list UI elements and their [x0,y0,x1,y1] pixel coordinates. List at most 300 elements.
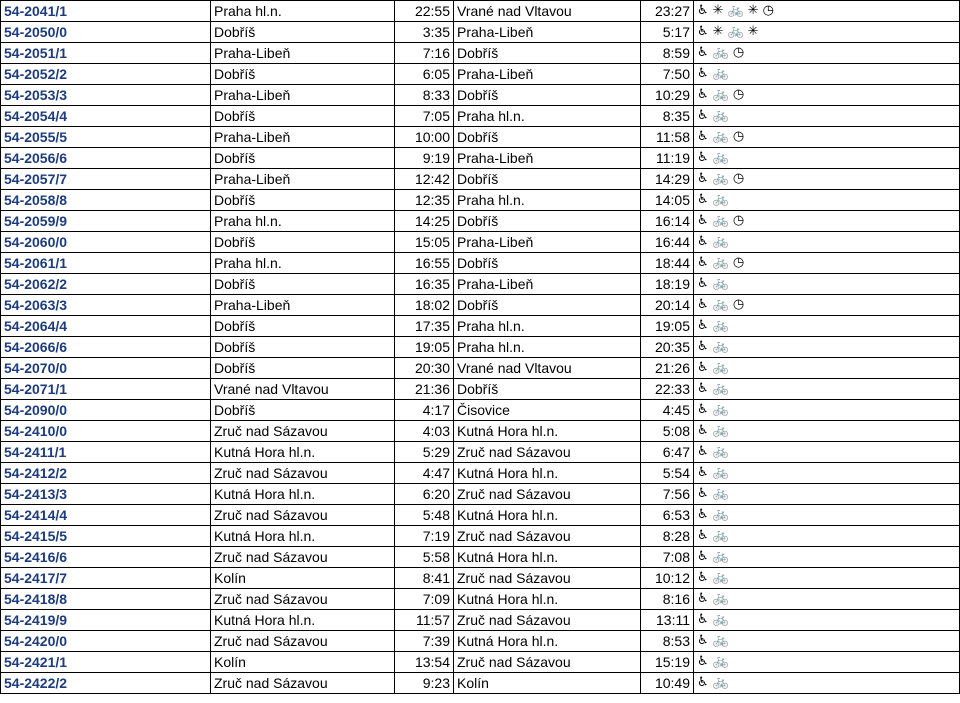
arrival-time: 10:49 [641,673,694,694]
destination-station: Praha-Libeň [454,22,641,43]
table-row [1,673,960,694]
table-row [1,652,960,673]
train-number: 54-2411/1 [1,442,211,463]
train-number: 54-2051/1 [1,43,211,64]
service-icons [694,673,960,694]
origin-station: Kolín [211,652,395,673]
service-icons [694,190,960,211]
bicycle-icon: 🚲 [712,675,730,690]
bicycle-icon: 🚲 [712,633,730,648]
table-row [1,64,960,85]
departure-time: 10:00 [395,127,454,148]
arrival-time: 7:56 [641,484,694,505]
arrival-time: 5:08 [641,421,694,442]
bicycle-icon: 🚲 [712,45,730,60]
bicycle-icon: 🚲 [712,129,730,144]
table-row [1,421,960,442]
origin-station: Zruč nad Sázavou [211,673,395,694]
bicycle-icon: 🚲 [727,24,745,39]
origin-station: Dobříš [211,274,395,295]
origin-station: Zruč nad Sázavou [211,505,395,526]
bicycle-icon: 🚲 [712,192,730,207]
train-number: 54-2062/2 [1,274,211,295]
table-row [1,400,960,421]
arrival-time: 8:59 [641,43,694,64]
wheelchair-icon: ♿ [697,276,710,291]
snowflake-icon: ✳ [747,3,760,18]
service-icons [694,253,960,274]
wheelchair-icon: ♿ [697,213,710,228]
wheelchair-icon: ♿ [697,444,710,459]
table-row [1,526,960,547]
destination-station: Dobříš [454,169,641,190]
departure-time: 4:17 [395,400,454,421]
train-number: 54-2416/6 [1,547,211,568]
wheelchair-icon: ♿ [697,192,710,207]
service-icons [694,64,960,85]
wheelchair-icon: ♿ [697,402,710,417]
origin-station: Praha-Libeň [211,169,395,190]
destination-station: Dobříš [454,253,641,274]
train-number: 54-2420/0 [1,631,211,652]
departure-time: 20:30 [395,358,454,379]
destination-station: Praha hl.n. [454,337,641,358]
origin-station: Kutná Hora hl.n. [211,484,395,505]
bicycle-icon: 🚲 [712,423,730,438]
bicycle-icon: 🚲 [712,654,730,669]
table-row [1,1,960,22]
arrival-time: 7:50 [641,64,694,85]
train-number: 54-2415/5 [1,526,211,547]
clock-icon: ◷ [762,3,775,18]
arrival-time: 18:44 [641,253,694,274]
train-number: 54-2060/0 [1,232,211,253]
destination-station: Praha-Libeň [454,64,641,85]
arrival-time: 15:19 [641,652,694,673]
train-number: 54-2057/7 [1,169,211,190]
service-icons [694,652,960,673]
service-icons [694,22,960,43]
table-row [1,85,960,106]
departure-time: 11:57 [395,610,454,631]
train-number: 54-2041/1 [1,1,211,22]
destination-station: Praha-Libeň [454,232,641,253]
service-icons [694,43,960,64]
arrival-time: 8:28 [641,526,694,547]
train-number: 54-2422/2 [1,673,211,694]
service-icons [694,106,960,127]
clock-icon: ◷ [732,45,746,60]
departure-time: 5:48 [395,505,454,526]
train-number: 54-2414/4 [1,505,211,526]
bicycle-icon: 🚲 [712,591,730,606]
service-icons [694,463,960,484]
table-row [1,589,960,610]
train-number: 54-2071/1 [1,379,211,400]
table-row [1,148,960,169]
departure-time: 12:35 [395,190,454,211]
destination-station: Praha-Libeň [454,274,641,295]
train-number: 54-2064/4 [1,316,211,337]
origin-station: Kolín [211,568,395,589]
origin-station: Zruč nad Sázavou [211,421,395,442]
departure-time: 7:16 [395,43,454,64]
arrival-time: 8:35 [641,106,694,127]
wheelchair-icon: ♿ [697,171,710,186]
destination-station: Zruč nad Sázavou [454,568,641,589]
destination-station: Zruč nad Sázavou [454,442,641,463]
departure-time: 8:33 [395,85,454,106]
departure-time: 18:02 [395,295,454,316]
departure-time: 16:55 [395,253,454,274]
departure-time: 5:29 [395,442,454,463]
service-icons [694,358,960,379]
wheelchair-icon: ♿ [697,654,710,669]
bicycle-icon: 🚲 [712,402,730,417]
origin-station: Praha-Libeň [211,127,395,148]
departure-time: 8:41 [395,568,454,589]
destination-station: Kutná Hora hl.n. [454,421,641,442]
wheelchair-icon: ♿ [697,591,710,606]
service-icons [694,442,960,463]
wheelchair-icon: ♿ [697,339,710,354]
bicycle-icon: 🚲 [712,108,730,123]
destination-station: Dobříš [454,379,641,400]
bicycle-icon: 🚲 [712,297,730,312]
bicycle-icon: 🚲 [712,66,730,81]
service-icons [694,295,960,316]
wheelchair-icon: ♿ [697,528,710,543]
clock-icon: ◷ [732,255,746,270]
arrival-time: 5:17 [641,22,694,43]
arrival-time: 21:26 [641,358,694,379]
wheelchair-icon: ♿ [697,24,710,39]
table-row [1,463,960,484]
bicycle-icon: 🚲 [712,234,730,249]
departure-time: 4:03 [395,421,454,442]
snowflake-icon: ✳ [712,24,725,39]
arrival-time: 4:45 [641,400,694,421]
departure-time: 7:39 [395,631,454,652]
origin-station: Dobříš [211,358,395,379]
wheelchair-icon: ♿ [697,108,710,123]
service-icons [694,337,960,358]
bicycle-icon: 🚲 [712,486,730,501]
train-number: 54-2417/7 [1,568,211,589]
train-number: 54-2090/0 [1,400,211,421]
train-number: 54-2070/0 [1,358,211,379]
bicycle-icon: 🚲 [712,360,730,375]
destination-station: Zruč nad Sázavou [454,484,641,505]
wheelchair-icon: ♿ [697,318,710,333]
arrival-time: 23:27 [641,1,694,22]
wheelchair-icon: ♿ [697,234,710,249]
clock-icon: ◷ [732,129,746,144]
wheelchair-icon: ♿ [697,675,710,690]
table-row [1,337,960,358]
train-number: 54-2052/2 [1,64,211,85]
clock-icon: ◷ [732,213,746,228]
table-row [1,127,960,148]
train-number: 54-2056/6 [1,148,211,169]
service-icons [694,484,960,505]
service-icons [694,127,960,148]
departure-time: 4:47 [395,463,454,484]
snowflake-icon: ✳ [747,24,760,39]
destination-station: Dobříš [454,85,641,106]
origin-station: Zruč nad Sázavou [211,463,395,484]
train-number: 54-2055/5 [1,127,211,148]
bicycle-icon: 🚲 [727,3,745,18]
wheelchair-icon: ♿ [697,87,710,102]
table-row [1,547,960,568]
arrival-time: 19:05 [641,316,694,337]
bicycle-icon: 🚲 [712,549,730,564]
departure-time: 6:20 [395,484,454,505]
table-row [1,190,960,211]
arrival-time: 20:35 [641,337,694,358]
arrival-time: 6:53 [641,505,694,526]
arrival-time: 20:14 [641,295,694,316]
train-number: 54-2054/4 [1,106,211,127]
origin-station: Praha hl.n. [211,253,395,274]
table-row [1,232,960,253]
origin-station: Zruč nad Sázavou [211,589,395,610]
bicycle-icon: 🚲 [712,87,730,102]
service-icons [694,85,960,106]
origin-station: Vrané nad Vltavou [211,379,395,400]
train-number: 54-2419/9 [1,610,211,631]
bicycle-icon: 🚲 [712,213,730,228]
wheelchair-icon: ♿ [697,549,710,564]
service-icons [694,232,960,253]
destination-station: Praha hl.n. [454,316,641,337]
departure-time: 6:05 [395,64,454,85]
destination-station: Dobříš [454,127,641,148]
destination-station: Dobříš [454,211,641,232]
departure-time: 21:36 [395,379,454,400]
destination-station: Kutná Hora hl.n. [454,547,641,568]
table-row [1,610,960,631]
arrival-time: 6:47 [641,442,694,463]
service-icons [694,568,960,589]
bicycle-icon: 🚲 [712,528,730,543]
destination-station: Kutná Hora hl.n. [454,505,641,526]
service-icons [694,631,960,652]
arrival-time: 5:54 [641,463,694,484]
wheelchair-icon: ♿ [697,423,710,438]
departure-time: 14:25 [395,211,454,232]
bicycle-icon: 🚲 [712,150,730,165]
train-number: 54-2059/9 [1,211,211,232]
arrival-time: 10:12 [641,568,694,589]
wheelchair-icon: ♿ [697,3,710,18]
origin-station: Kutná Hora hl.n. [211,442,395,463]
origin-station: Dobříš [211,148,395,169]
arrival-time: 11:19 [641,148,694,169]
origin-station: Praha hl.n. [211,211,395,232]
bicycle-icon: 🚲 [712,276,730,291]
departure-time: 16:35 [395,274,454,295]
departure-time: 22:55 [395,1,454,22]
departure-time: 12:42 [395,169,454,190]
train-number: 54-2421/1 [1,652,211,673]
service-icons [694,169,960,190]
departure-time: 9:19 [395,148,454,169]
train-number: 54-2058/8 [1,190,211,211]
service-icons [694,211,960,232]
origin-station: Zruč nad Sázavou [211,547,395,568]
bicycle-icon: 🚲 [712,255,730,270]
destination-station: Kutná Hora hl.n. [454,589,641,610]
arrival-time: 14:29 [641,169,694,190]
table-row [1,106,960,127]
timetable-body [1,1,960,694]
destination-station: Zruč nad Sázavou [454,652,641,673]
departure-time: 5:58 [395,547,454,568]
table-row [1,43,960,64]
wheelchair-icon: ♿ [697,633,710,648]
origin-station: Kutná Hora hl.n. [211,526,395,547]
destination-station: Vrané nad Vltavou [454,358,641,379]
origin-station: Dobříš [211,190,395,211]
train-number: 54-2053/3 [1,85,211,106]
table-row [1,631,960,652]
departure-time: 7:19 [395,526,454,547]
origin-station: Praha-Libeň [211,43,395,64]
clock-icon: ◷ [732,171,746,186]
service-icons [694,547,960,568]
wheelchair-icon: ♿ [697,465,710,480]
wheelchair-icon: ♿ [697,360,710,375]
origin-station: Dobříš [211,316,395,337]
service-icons [694,400,960,421]
service-icons [694,316,960,337]
origin-station: Dobříš [211,106,395,127]
train-number: 54-2061/1 [1,253,211,274]
table-row [1,505,960,526]
bicycle-icon: 🚲 [712,612,730,627]
departure-time: 19:05 [395,337,454,358]
destination-station: Kutná Hora hl.n. [454,631,641,652]
origin-station: Dobříš [211,400,395,421]
departure-time: 15:05 [395,232,454,253]
wheelchair-icon: ♿ [697,297,710,312]
train-number: 54-2413/3 [1,484,211,505]
origin-station: Dobříš [211,337,395,358]
arrival-time: 11:58 [641,127,694,148]
wheelchair-icon: ♿ [697,45,710,60]
table-row [1,22,960,43]
destination-station: Kutná Hora hl.n. [454,463,641,484]
table-row [1,316,960,337]
arrival-time: 14:05 [641,190,694,211]
service-icons [694,379,960,400]
wheelchair-icon: ♿ [697,570,710,585]
destination-station: Zruč nad Sázavou [454,610,641,631]
origin-station: Kutná Hora hl.n. [211,610,395,631]
departure-time: 9:23 [395,673,454,694]
arrival-time: 16:14 [641,211,694,232]
table-row [1,211,960,232]
bicycle-icon: 🚲 [712,318,730,333]
arrival-time: 18:19 [641,274,694,295]
destination-station: Praha hl.n. [454,106,641,127]
table-row [1,358,960,379]
clock-icon: ◷ [732,297,746,312]
table-row [1,169,960,190]
wheelchair-icon: ♿ [697,129,710,144]
origin-station: Dobříš [211,232,395,253]
departure-time: 17:35 [395,316,454,337]
origin-station: Praha hl.n. [211,1,395,22]
wheelchair-icon: ♿ [697,150,710,165]
service-icons [694,421,960,442]
table-row [1,379,960,400]
wheelchair-icon: ♿ [697,507,710,522]
table-row [1,442,960,463]
arrival-time: 13:11 [641,610,694,631]
service-icons [694,526,960,547]
service-icons [694,505,960,526]
train-number: 54-2412/2 [1,463,211,484]
table-row [1,295,960,316]
train-number: 54-2410/0 [1,421,211,442]
destination-station: Kolín [454,673,641,694]
bicycle-icon: 🚲 [712,444,730,459]
wheelchair-icon: ♿ [697,612,710,627]
service-icons [694,148,960,169]
table-row [1,484,960,505]
origin-station: Dobříš [211,22,395,43]
table-row [1,274,960,295]
service-icons [694,589,960,610]
train-number: 54-2063/3 [1,295,211,316]
wheelchair-icon: ♿ [697,255,710,270]
train-number: 54-2050/0 [1,22,211,43]
destination-station: Dobříš [454,43,641,64]
departure-time: 7:09 [395,589,454,610]
wheelchair-icon: ♿ [697,66,710,81]
destination-station: Praha-Libeň [454,148,641,169]
bicycle-icon: 🚲 [712,465,730,480]
service-icons [694,274,960,295]
bicycle-icon: 🚲 [712,507,730,522]
table-row [1,568,960,589]
arrival-time: 10:29 [641,85,694,106]
bicycle-icon: 🚲 [712,381,730,396]
train-number: 54-2066/6 [1,337,211,358]
departure-time: 7:05 [395,106,454,127]
destination-station: Vrané nad Vltavou [454,1,641,22]
service-icons [694,610,960,631]
destination-station: Dobříš [454,295,641,316]
service-icons [694,1,960,22]
destination-station: Čisovice [454,400,641,421]
bicycle-icon: 🚲 [712,339,730,354]
train-number: 54-2418/8 [1,589,211,610]
destination-station: Praha hl.n. [454,190,641,211]
arrival-time: 8:16 [641,589,694,610]
arrival-time: 8:53 [641,631,694,652]
origin-station: Praha-Libeň [211,85,395,106]
arrival-time: 16:44 [641,232,694,253]
wheelchair-icon: ♿ [697,486,710,501]
origin-station: Praha-Libeň [211,295,395,316]
arrival-time: 22:33 [641,379,694,400]
table-row [1,253,960,274]
departure-time: 3:35 [395,22,454,43]
